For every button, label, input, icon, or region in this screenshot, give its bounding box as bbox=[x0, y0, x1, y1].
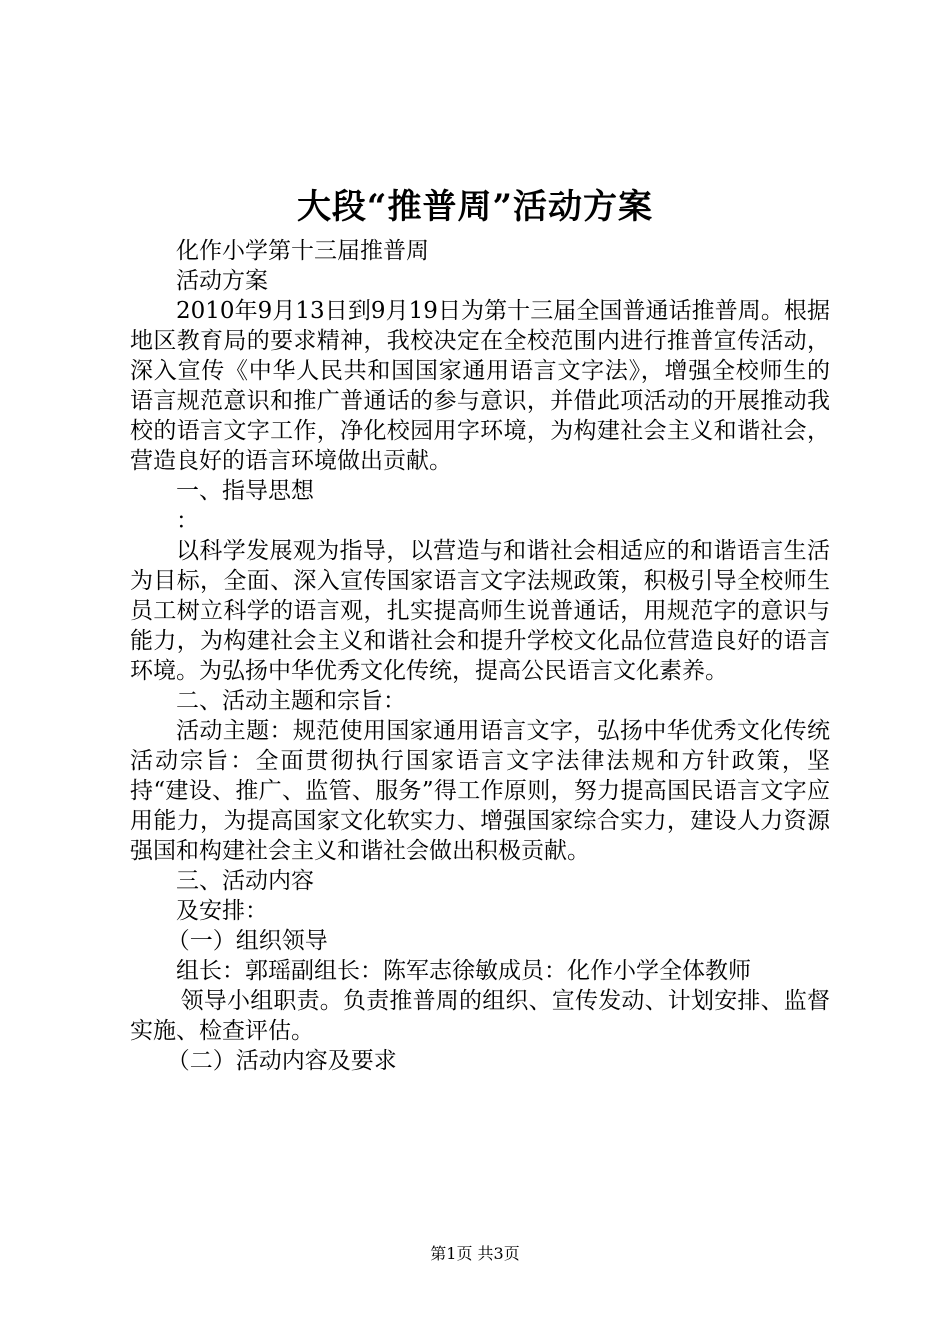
paragraph-plan-label: 活动方案 bbox=[176, 268, 268, 294]
heading-guiding-ideology: 一、指导思想 bbox=[176, 478, 314, 504]
document-title: 大段“推普周”活动方案 bbox=[296, 187, 654, 227]
heading-organization: （一）组织领导 bbox=[166, 928, 328, 954]
paragraph-ideology: 以科学发展观为指导，以营造与和谐社会相适应的和谐语言生活为目标，全面、深入宣传国家语言文字法规政策，积极引导全校师生员工树立科学的语言观，扎实提高师生说普通话，用规范字的意识与能力，为构建社会主义和谐社会和提升学校文化品位营造良好的语言环境。为弘扬中华优秀文化传统，提高公民语言文化素养。 bbox=[130, 538, 830, 684]
paragraph-arrangement: 及安排： bbox=[176, 898, 268, 924]
paragraph-theme: 活动主题：规范使用国家通用语言文字，弘扬中华优秀文化传统活动宗旨：全面贯彻执行国家语言文字法律法规和方针政策，坚持“建设、推广、监管、服务”得工作原则，努力提高国民语言文字应用能力，为提高国家文化软实力、增强国家综合实力，建设人力资源强国和构建社会主义和谐社会做出积极贡献。 bbox=[130, 718, 830, 864]
paragraph-colon: ： bbox=[176, 508, 199, 534]
document-body bbox=[130, 236, 830, 1076]
heading-content-requirements: （二）活动内容及要求 bbox=[166, 1048, 397, 1074]
paragraph-leaders: 组长：郭瑶副组长：陈军志徐敏成员：化作小学全体教师 bbox=[176, 958, 751, 984]
paragraph-duties: 领导小组职责。负责推普周的组织、宣传发动、计划安排、监督实施、检查评估。 bbox=[130, 988, 830, 1044]
paragraph-school-name: 化作小学第十三届推普周 bbox=[176, 238, 429, 264]
heading-theme-purpose: 二、活动主题和宗旨： bbox=[176, 688, 406, 714]
page-footer: 第1页 共3页 bbox=[430, 1244, 520, 1263]
heading-activity-content: 三、活动内容 bbox=[176, 868, 314, 894]
paragraph-intro: 2010年9月13日到9月19日为第十三届全国普通话推普周。根据地区教育局的要求精神，我校决定在全校范围内进行推普宣传活动，深入宣传《中华人民共和国国家通用语言文字法》，增强全校师生的语言规范意识和推广普通话的参与意识，并借此项活动的开展推动我校的语言文字工作，净化校园用字环境，为构建社会主义和谐社会，营造良好的语言环境做出贡献。 bbox=[130, 298, 830, 474]
